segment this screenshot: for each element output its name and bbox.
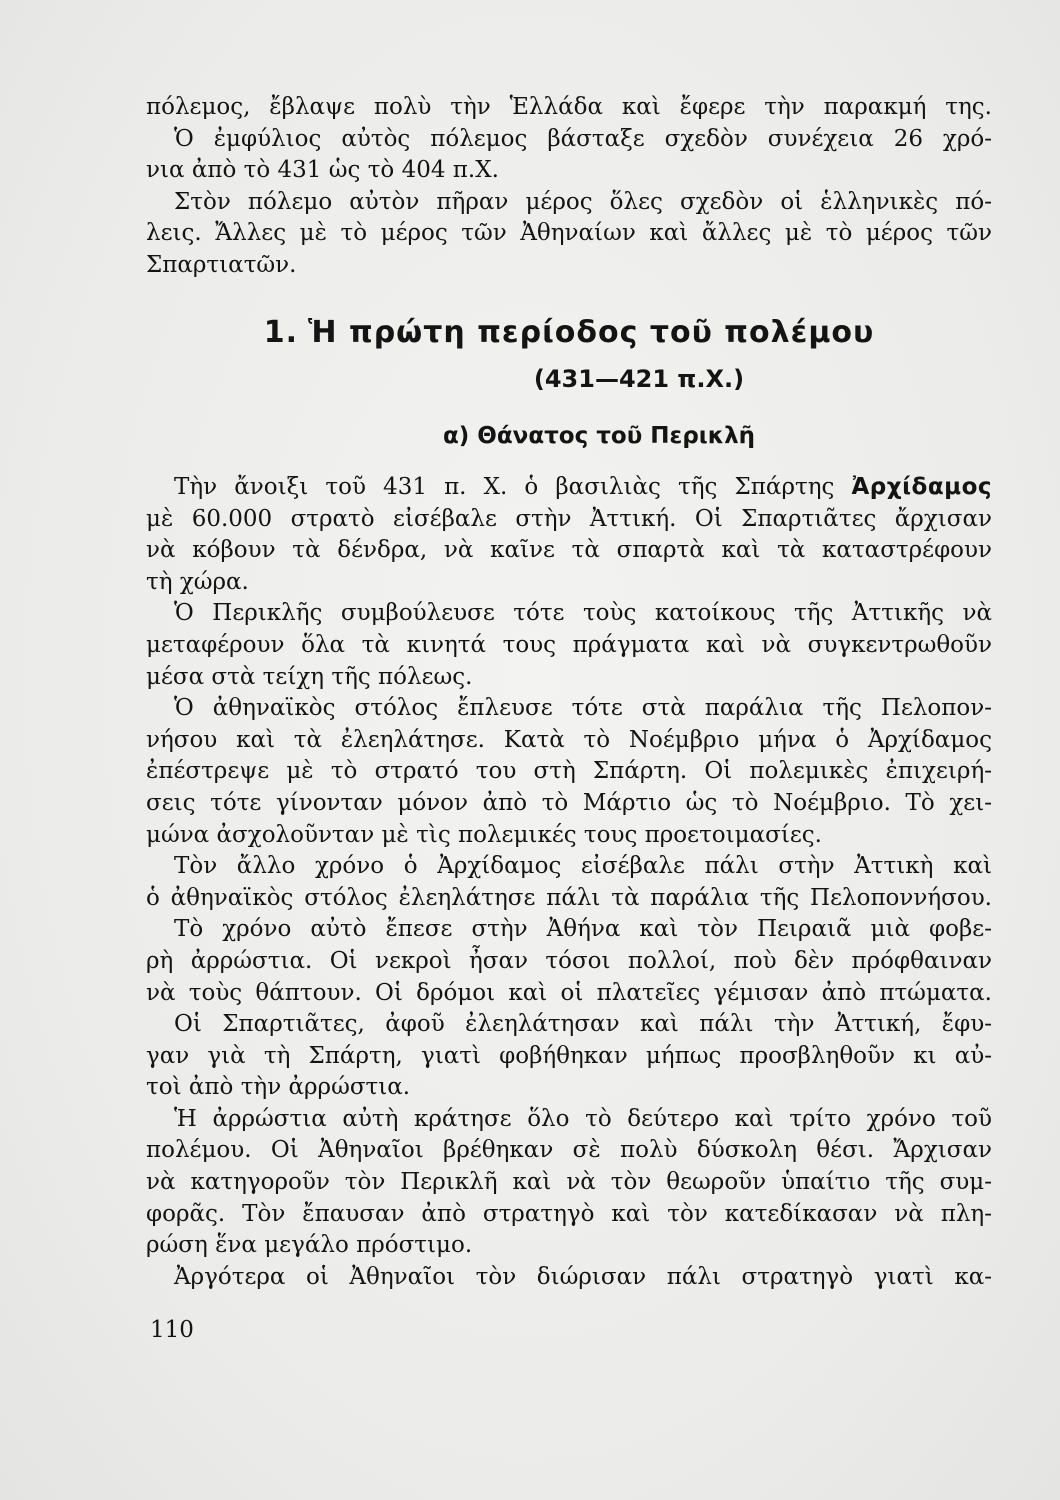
text-line: Τὸν ἄλλο χρόνο ὁ Ἀρχίδαμος εἰσέβαλε πάλι στὴν Ἀττικὴ καὶ	[174, 853, 992, 880]
text-line: Σπαρτιατῶν.	[146, 251, 297, 278]
text-line: μὲ 60.000 στρατὸ εἰσέβαλε στὴν Ἀττική. Οἱ Σπαρτιᾶτες ἄρχισαν	[146, 505, 992, 532]
text-line: Ὁ Περικλῆς συμβούλευσε τότε τοὺς κατοίκους τῆς Ἀττικῆς νὰ	[174, 600, 992, 627]
text-line: Στὸν πόλεμο αὐτὸν πῆραν μέρος ὅλες σχεδὸν οἱ ἑλληνικὲς πό-	[174, 188, 992, 215]
text-line: ἐπέστρεψε μὲ τὸ στρατό του στὴ Σπάρτη. Οἱ πολεμικὲς ἐπιχειρή-	[146, 758, 992, 785]
text-line: τὴ χώρα.	[146, 568, 249, 595]
section-title: Ἡ πρώτη περίοδος τοῦ πολέμου	[307, 315, 875, 350]
text-line: Ἡ ἀρρώστια αὐτὴ κράτησε ὅλο τὸ δεύτερο καὶ τρίτο χρόνο τοῦ	[174, 1105, 992, 1132]
text-line: ὁ ἀθηναϊκὸς στόλος ἐλεηλάτησε πάλι τὰ παράλια τῆς Πελοποννήσου.	[146, 884, 992, 911]
text-line: γαν γιὰ τὴ Σπάρτη, γιατὶ φοβήθηκαν μήπως προσβληθοῦν κι αὐ-	[146, 1042, 992, 1069]
text-line: τοὶ ἀπὸ τὴν ἀρρώστια.	[146, 1074, 411, 1101]
text-line: μεταφέρουν ὅλα τὰ κινητά τους πράγματα καὶ νὰ συγκεντρωθοῦν	[146, 631, 992, 658]
text-line: ρώση ἕνα μεγάλο πρόστιμο.	[146, 1232, 473, 1259]
text-line: ρὴ ἀρρώστια. Οἱ νεκροὶ ἦσαν τόσοι πολλοί, ποὺ δὲν πρόφθαιναν	[146, 947, 992, 974]
text-line: Ὁ ἀθηναϊκὸς στόλος ἔπλευσε τότε στὰ παράλια τῆς Πελοπον-	[174, 695, 992, 722]
text-line: σεις τότε γίνονταν μόνον ἀπὸ τὸ Μάρτιο ὡς τὸ Νοέμβριο. Τὸ χει-	[146, 789, 992, 816]
text-line	[146, 472, 992, 504]
text-line: φορᾶς. Τὸν ἔπαυσαν ἀπὸ στρατηγὸ καὶ τὸν κατεδίκασαν νὰ πλη-	[146, 1200, 992, 1227]
text-fragment: Τὴν ἄνοιξι τοῦ 431 π. Χ. ὁ βασιλιὰς τῆς Σπάρτης	[174, 474, 835, 500]
text-line: μέσα στὰ τείχη τῆς πόλεως.	[146, 663, 473, 690]
text-line: νὰ κατηγοροῦν τὸν Περικλῆ καὶ νὰ τὸν θεωροῦν ὑπαίτιο τῆς συμ-	[146, 1169, 992, 1196]
text-line: Οἱ Σπαρτιᾶτες, ἀφοῦ ἐλεηλάτησαν καὶ πάλι τὴν Ἀττική, ἔφυ-	[174, 1011, 992, 1038]
intro-paragraphs	[146, 92, 992, 282]
body-paragraphs	[146, 472, 992, 1293]
page-number: 110	[150, 1317, 194, 1343]
text-line: Τὸ χρόνο αὐτὸ ἔπεσε στὴν Ἀθήνα καὶ τὸν Πειραιᾶ μιὰ φοβε-	[174, 916, 992, 943]
subsection-heading: α) Θάνατος τοῦ Περικλῆ	[442, 423, 756, 449]
text-line: πόλεμος, ἔβλαψε πολὺ τὴν Ἑλλάδα καὶ ἔφερε τὴν παρακμή της.	[146, 94, 992, 120]
text-line: νια ἀπὸ τὸ 431 ὡς τὸ 404 π.Χ.	[146, 157, 499, 184]
text-line: πολέμου. Οἱ Ἀθηναῖοι βρέθηκαν σὲ πολὺ δύσκολη θέσι. Ἄρχισαν	[146, 1137, 992, 1164]
name-archidamos: Ἀρχίδαμος	[851, 474, 993, 500]
text-line: νήσου καὶ τὰ ἐλεηλάτησε. Κατὰ τὸ Νοέμβριο μήνα ὁ Ἀρχίδαμος	[146, 726, 992, 753]
text-line: μώνα ἀσχολοῦνταν μὲ τὶς πολεμικές τους προετοιμασίες.	[146, 821, 822, 848]
section-number: 1.	[263, 315, 298, 350]
text-line: νὰ κόβουν τὰ δένδρα, νὰ καῖνε τὰ σπαρτὰ καὶ τὰ καταστρέφουν	[146, 537, 992, 564]
text-line: νὰ τοὺς θάπτουν. Οἱ δρόμοι καὶ οἱ πλατεῖες γέμισαν ἀπὸ πτώματα.	[146, 979, 992, 1006]
text-line: Ὁ ἐμφύλιος αὐτὸς πόλεμος βάσταξε σχεδὸν συνέχεια 26 χρό-	[174, 125, 992, 152]
section-dates: (431—421 π.Χ.)	[533, 365, 745, 393]
section-heading	[146, 313, 992, 353]
text-line: λεις. Ἄλλες μὲ τὸ μέρος τῶν Ἀθηναίων καὶ ἄλλες μὲ τὸ μέρος τῶν	[146, 220, 992, 247]
text-line: Ἀργότερα οἱ Ἀθηναῖοι τὸν διώρισαν πάλι στρατηγὸ γιατὶ κα-	[174, 1263, 992, 1290]
